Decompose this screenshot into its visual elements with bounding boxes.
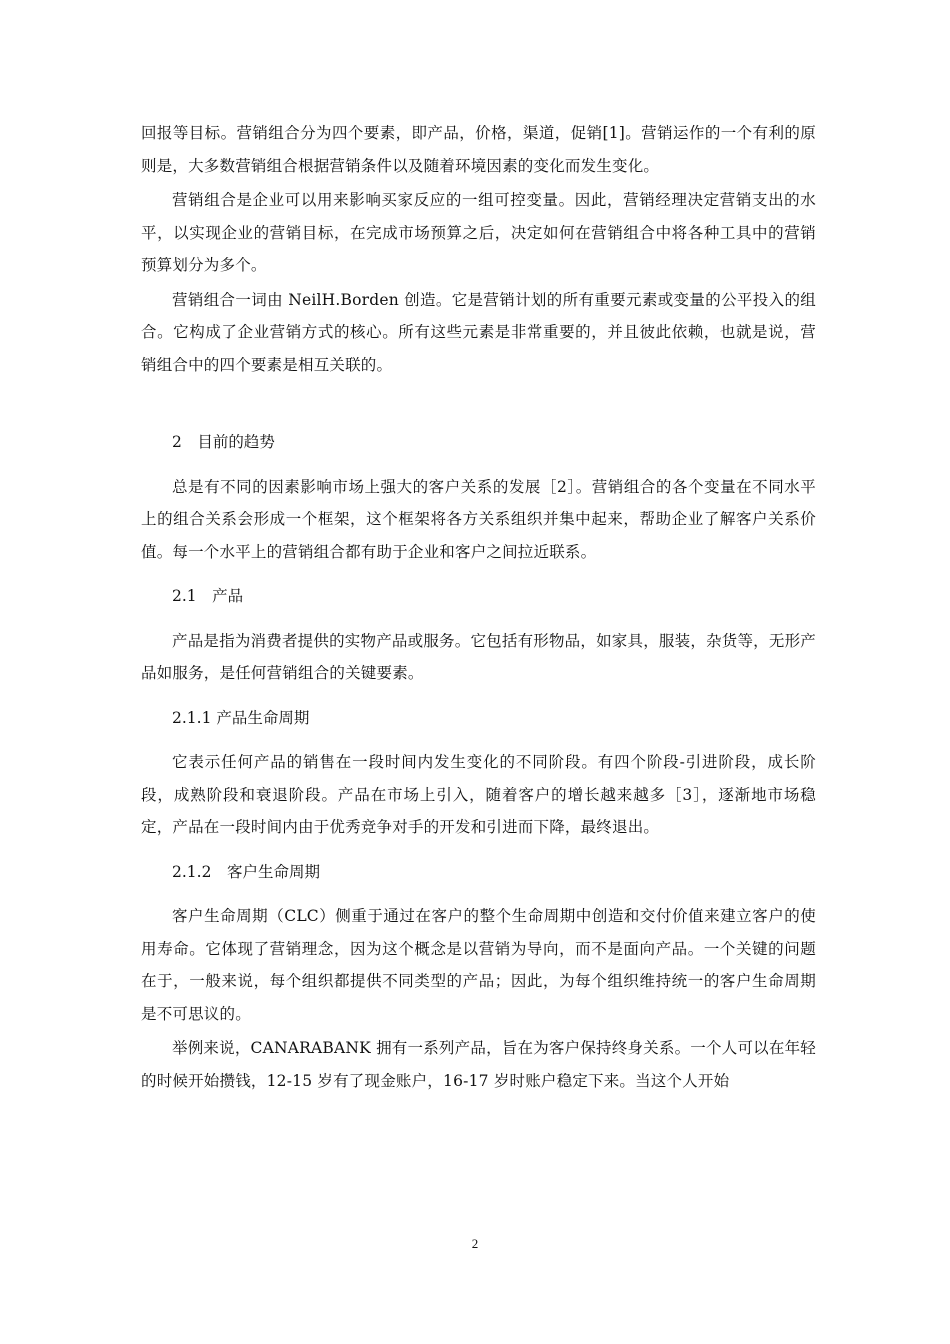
paragraph-intro-continued: 回报等目标。营销组合分为四个要素，即产品，价格，渠道，促销[1]。营销运作的一个有利的原则是，大多数营销组合根据营销条件以及随着环境因素的变化而发生变化。 (141, 124, 816, 175)
paragraph-canarabank-example: 举例来说，CANARABANK 拥有一系列产品，旨在为客户保持终身关系。一个人可以在年轻的时候开始攒钱，12-15 岁有了现金账户，16-17 岁时账户稳定下来。当这个人开始 (141, 1039, 816, 1090)
paragraph-borden: 营销组合一词由 NeilH.Borden 创造。它是营销计划的所有重要元素或变量的公平投入的组合。它构成了企业营销方式的核心。所有这些元素是非常重要的，并且彼此依赖，也就是说，营销组合中的四个要素是相互关联的。 (141, 290, 816, 374)
paragraph-customer-relationships: 总是有不同的因素影响市场上强大的客户关系的发展［2］。营销组合的各个变量在不同水平上的组合关系会形成一个框架，这个框架将各方关系组织并集中起来，帮助企业了解客户关系价值。每一个水平上的营销组合都有助于企业和客户之间拉近联系。 (141, 477, 816, 561)
section-heading-current-trends: 2 目前的趋势 (172, 433, 275, 451)
paragraph-controllable-variables: 营销组合是企业可以用来影响买家反应的一组可控变量。因此，营销经理决定营销支出的水平，以实现企业的营销目标，在完成市场预算之后，决定如何在营销组合中将各种工具中的营销预算划分为多个。 (141, 191, 816, 274)
page-number: 2 (471, 1236, 479, 1251)
subsubsection-heading-product-life-cycle: 2.1.1 产品生命周期 (172, 708, 310, 727)
paragraph-product-life-cycle: 它表示任何产品的销售在一段时间内发生变化的不同阶段。有四个阶段-引进阶段，成长阶段，成熟阶段和衰退阶段。产品在市场上引入，随着客户的增长越来越多［3］，逐渐地市场稳定，产品在一段时间内由于优秀竞争对手的开发和引进而下降，最终退出。 (141, 753, 816, 836)
subsubsection-heading-customer-life-cycle: 2.1.2 客户生命周期 (172, 862, 320, 881)
paragraph-product-definition: 产品是指为消费者提供的实物产品或服务。它包括有形物品，如家具，服装，杂货等，无形产品如服务，是任何营销组合的关键要素。 (141, 631, 816, 682)
paragraph-customer-life-cycle: 客户生命周期（CLC）侧重于通过在客户的整个生命周期中创造和交付价值来建立客户的使用寿命。它体现了营销理念，因为这个概念是以营销为导向，而不是面向产品。一个关键的问题在于，一般来说，每个组织都提供不同类型的产品；因此，为每个组织维持统一的客户生命周期是不可思议的。 (141, 907, 816, 1023)
subsection-heading-product: 2.1 产品 (172, 587, 244, 605)
page-body (141, 117, 816, 1097)
